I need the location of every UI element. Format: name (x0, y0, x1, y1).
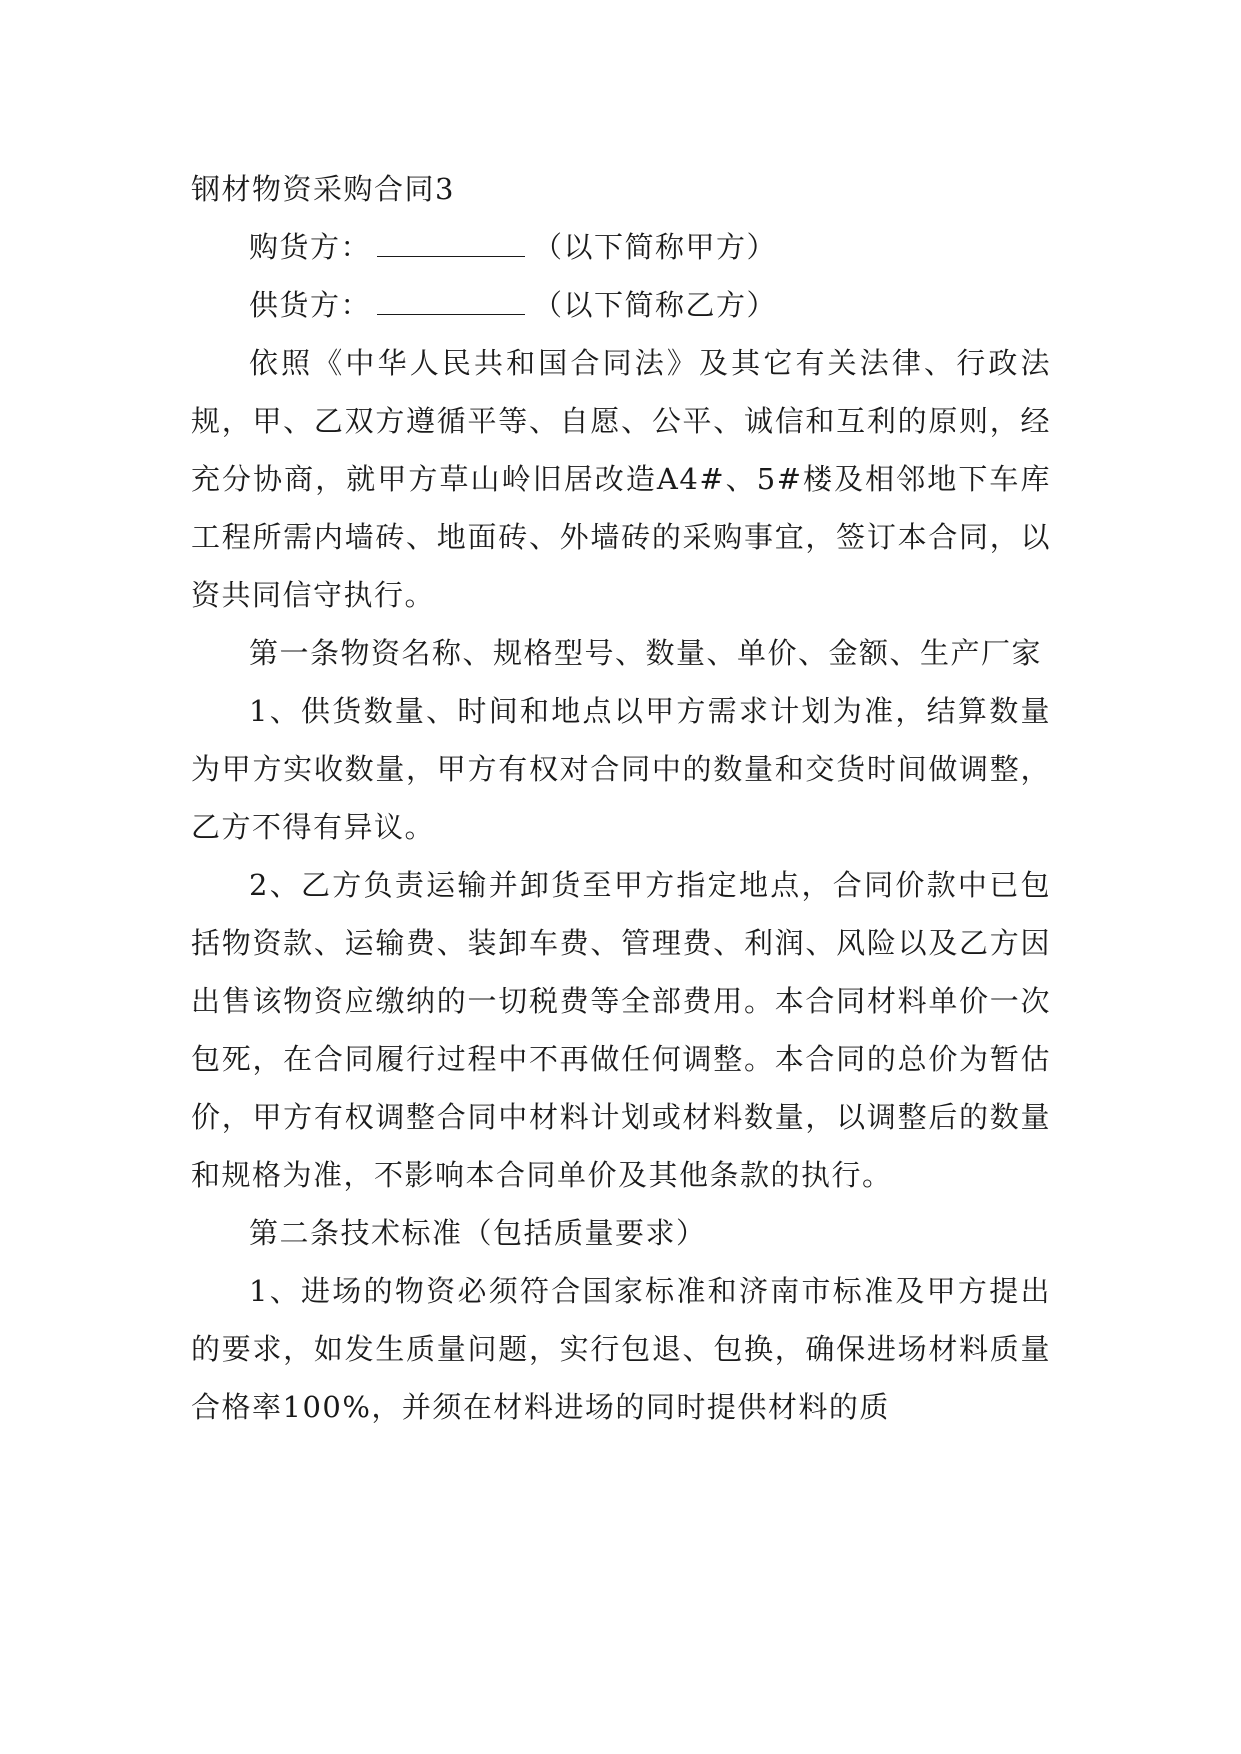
article-1-heading: 第一条物资名称、规格型号、数量、单价、金额、生产厂家 (249, 636, 1043, 670)
article-2-clause-1: 1、进场的物资必须符合国家标准和济南市标准及甲方提出的要求，如发生质量问题，实行包退、包换，确保进场材料质量合格率100%，并须在材料进场的同时提供材料的质 (191, 1274, 1051, 1424)
seller-note: （以下简称乙方） (533, 288, 778, 322)
article-1-clause-2: 2、乙方负责运输并卸货至甲方指定地点，合同价款中已包括物资款、运输费、装卸车费、管理费、利润、风险以及乙方因出售该物资应缴纳的一切税费等全部费用。本合同材料单价一次包死，在合同履行过程中不再做任何调整。本合同的总价为暂估价，甲方有权调整合同中材料计划或材料数量，以调整后的数量和规格为准，不影响本合同单价及其他条款的执行。 (191, 868, 1051, 1192)
document-title: 钢材物资采购合同3 (191, 172, 455, 206)
seller-label: 供货方： (249, 288, 372, 322)
buyer-blank (377, 232, 525, 257)
seller-blank (377, 290, 525, 315)
article-2-heading: 第二条技术标准（包括质量要求） (249, 1216, 707, 1250)
preamble-paragraph: 依照《中华人民共和国合同法》及其它有关法律、行政法规，甲、乙双方遵循平等、自愿、公平、诚信和互利的原则，经充分协商，就甲方草山岭旧居改造A4#、5#楼及相邻地下车库工程所需内墙砖、地面砖、外墙砖的采购事宜，签订本合同，以资共同信守执行。 (191, 346, 1051, 612)
seller-line (191, 276, 1051, 334)
buyer-note: （以下简称甲方） (533, 230, 778, 264)
document-body (191, 160, 1051, 1436)
article-1-clause-1: 1、供货数量、时间和地点以甲方需求计划为准，结算数量为甲方实收数量，甲方有权对合同中的数量和交货时间做调整，乙方不得有异议。 (191, 694, 1051, 844)
buyer-line (191, 218, 1051, 276)
buyer-label: 购货方： (249, 230, 372, 264)
